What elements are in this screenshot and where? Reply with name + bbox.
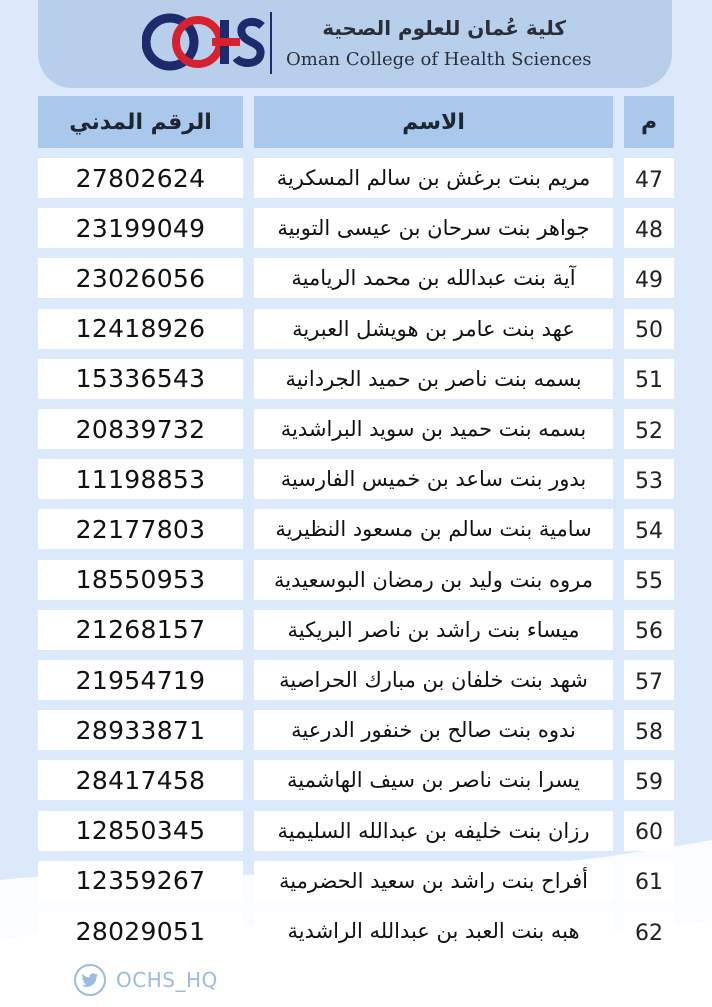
table-row: [0, 459, 712, 499]
name-cell: يسرا بنت ناصر بن سيف الهاشمية: [254, 760, 613, 800]
row-number-cell: 59: [624, 760, 674, 800]
table-row: [0, 710, 712, 750]
civil-id-cell: 21954719: [38, 660, 243, 700]
civil-id-cell: 28029051: [38, 911, 243, 951]
college-name-arabic: كلية عُمان للعلوم الصحية: [322, 16, 566, 40]
row-number-cell: 57: [624, 660, 674, 700]
header-civil-id: الرقم المدني: [38, 96, 243, 148]
row-number-cell: 51: [624, 359, 674, 399]
college-name-english: Oman College of Health Sciences: [286, 49, 592, 70]
name-cell: جواهر بنت سرحان بن عيسى التوبية: [254, 208, 613, 248]
name-cell: مروه بنت وليد بن رمضان البوسعيدية: [254, 560, 613, 600]
civil-id-cell: 22177803: [38, 509, 243, 549]
name-cell: مريم بنت برغش بن سالم المسكرية: [254, 158, 613, 198]
civil-id-cell: 12359267: [38, 861, 243, 901]
civil-id-cell: 12850345: [38, 811, 243, 851]
logo-divider: [270, 12, 272, 74]
table-row: [0, 760, 712, 800]
civil-id-cell: 28933871: [38, 710, 243, 750]
header-name: الاسم: [254, 96, 613, 148]
civil-id-cell: 28417458: [38, 760, 243, 800]
table-row: [0, 258, 712, 298]
name-cell: سامية بنت سالم بن مسعود النظيرية: [254, 509, 613, 549]
row-number-cell: 50: [624, 309, 674, 349]
table-row: [0, 158, 712, 198]
name-cell: هبه بنت العبد بن عبدالله الراشدية: [254, 911, 613, 951]
table-row: [0, 560, 712, 600]
civil-id-cell: 18550953: [38, 560, 243, 600]
name-cell: ميساء بنت راشد بن ناصر البريكية: [254, 610, 613, 650]
table-row: [0, 911, 712, 951]
name-cell: رزان بنت خليفه بن عبدالله السليمية: [254, 811, 613, 851]
row-number-cell: 54: [624, 509, 674, 549]
ochs-logo-mark: [142, 10, 266, 74]
row-number-cell: 53: [624, 459, 674, 499]
name-cell: بدور بنت ساعد بن خميس الفارسية: [254, 459, 613, 499]
social-footer: [74, 962, 218, 998]
civil-id-cell: 23199049: [38, 208, 243, 248]
table-row: [0, 811, 712, 851]
twitter-icon[interactable]: [74, 964, 106, 996]
row-number-cell: 49: [624, 258, 674, 298]
row-number-cell: 61: [624, 861, 674, 901]
row-number-cell: 56: [624, 610, 674, 650]
name-cell: ندوه بنت صالح بن خنفور الدرعية: [254, 710, 613, 750]
header-number: م: [624, 96, 674, 148]
row-number-cell: 60: [624, 811, 674, 851]
table-row: [0, 660, 712, 700]
name-cell: آية بنت عبدالله بن محمد الريامية: [254, 258, 613, 298]
college-logo: [142, 6, 592, 78]
name-cell: بسمه بنت ناصر بن حميد الجردانية: [254, 359, 613, 399]
table-row: [0, 409, 712, 449]
row-number-cell: 58: [624, 710, 674, 750]
name-cell: شهد بنت خلفان بن مبارك الحراصية: [254, 660, 613, 700]
table-row: [0, 610, 712, 650]
row-number-cell: 62: [624, 911, 674, 951]
twitter-handle[interactable]: OCHS_HQ: [116, 968, 218, 992]
row-number-cell: 48: [624, 208, 674, 248]
table-row: [0, 509, 712, 549]
row-number-cell: 52: [624, 409, 674, 449]
row-number-cell: 55: [624, 560, 674, 600]
civil-id-cell: 23026056: [38, 258, 243, 298]
table-row: [0, 309, 712, 349]
row-number-cell: 47: [624, 158, 674, 198]
name-cell: عهد بنت عامر بن هويشل العبرية: [254, 309, 613, 349]
name-cell: أفراح بنت راشد بن سعيد الحضرمية: [254, 861, 613, 901]
name-cell: بسمه بنت حميد بن سويد البراشدية: [254, 409, 613, 449]
civil-id-cell: 12418926: [38, 309, 243, 349]
civil-id-cell: 11198853: [38, 459, 243, 499]
table-row: [0, 359, 712, 399]
table-row: [0, 208, 712, 248]
civil-id-cell: 21268157: [38, 610, 243, 650]
civil-id-cell: 27802624: [38, 158, 243, 198]
civil-id-cell: 20839732: [38, 409, 243, 449]
table-row: [0, 861, 712, 901]
civil-id-cell: 15336543: [38, 359, 243, 399]
